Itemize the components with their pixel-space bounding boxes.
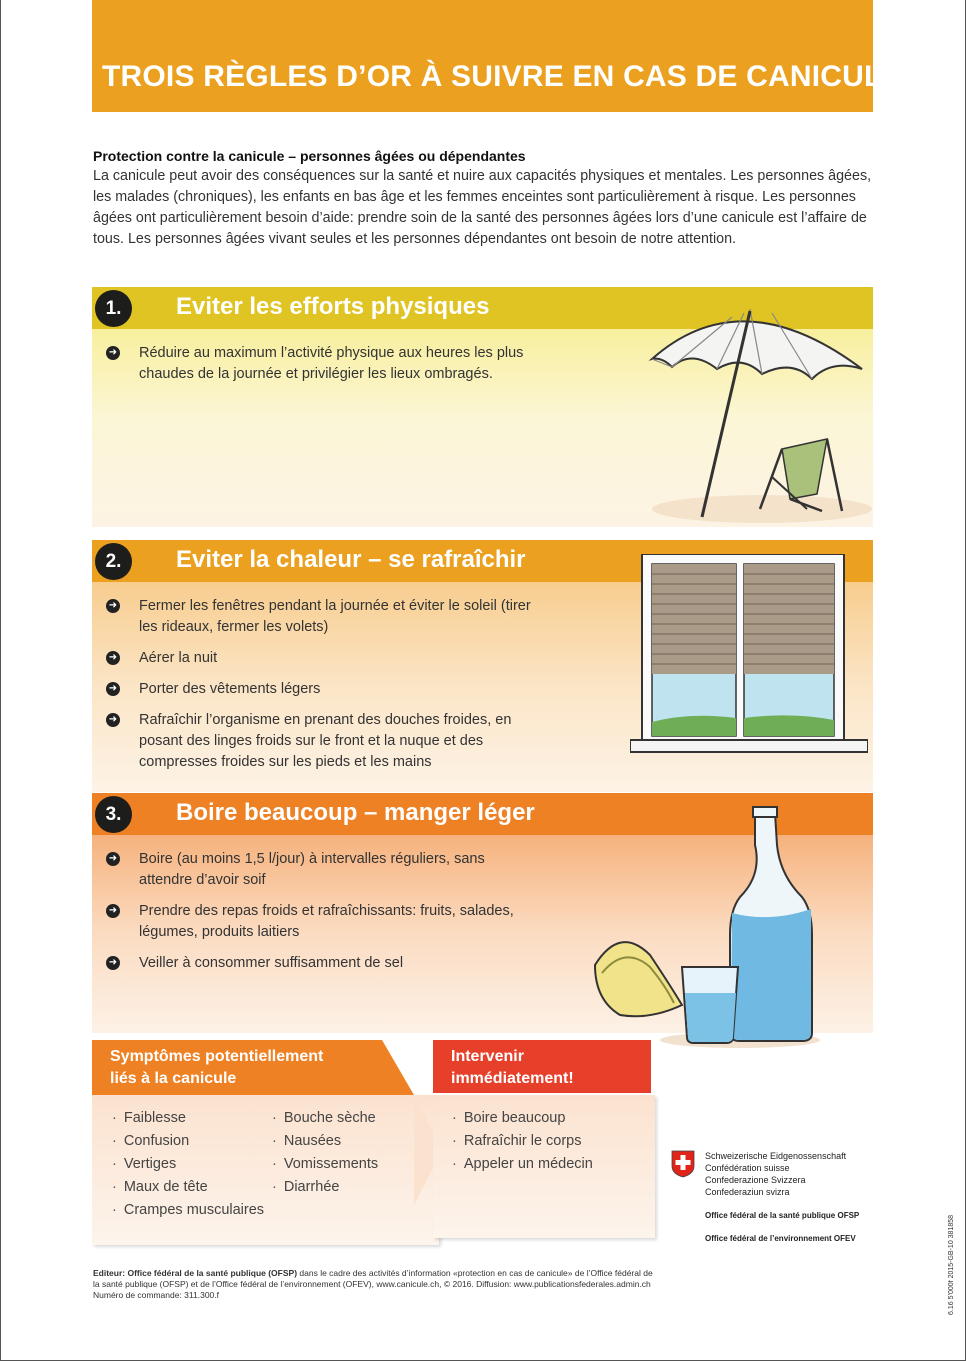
circle-arrow-right-icon: ➜ (106, 346, 120, 360)
list-item: · Appeler un médecin (452, 1156, 593, 1179)
section-2-title: Eviter la chaleur – se rafraîchir (176, 546, 526, 573)
office-ofsp: Office fédéral de la santé publique OFSP (705, 1211, 860, 1220)
list-item: · Faiblesse (112, 1110, 264, 1133)
list-item: ➜ Fermer les fenêtres pendant la journée et éviter le soleil (tirer les rideaux, fermer les volets) (106, 596, 536, 638)
symptoms-heading: Symptômes potentiellement liés à la canicule (110, 1048, 324, 1087)
list-item: ➜ Porter des vêtements légers (106, 679, 536, 700)
section-1 (92, 287, 873, 527)
intervene-heading: Intervenir immédiatement! (451, 1048, 574, 1087)
water-bottle-glass-melon-illustration (590, 805, 825, 1050)
circle-arrow-right-icon: ➜ (106, 682, 120, 696)
list-item: ➜ Réduire au maximum l’activité physique aux heures les plus chaudes de la journée et privilégier les lieux ombragés. (106, 343, 536, 385)
list-item: · Confusion (112, 1133, 264, 1156)
print-code: 6.16 5’000f 2015-GB-10 381858 (948, 1214, 955, 1315)
symptoms-list-1 (112, 1110, 264, 1225)
section-3-bullets (106, 849, 536, 984)
swiss-flag-icon (671, 1150, 695, 1178)
section-3-title: Boire beaucoup – manger léger (176, 799, 535, 826)
list-item: ➜ Rafraîchir l’organisme en prenant des douches froides, en posant des linges froids sur le front et la nuque et des compresses froides sur les pieds et les mains (106, 710, 536, 773)
intervene-list (452, 1110, 593, 1179)
parasol-deckchair-illustration (632, 299, 872, 524)
circle-arrow-right-icon: ➜ (106, 852, 120, 866)
office-ofev: Office fédéral de l’environnement OFEV (705, 1234, 856, 1243)
section-2-bullets (106, 596, 536, 783)
list-item: ➜ Boire (au moins 1,5 l/jour) à intervalles réguliers, sans attendre d’avoir soif (106, 849, 536, 891)
intro (93, 146, 883, 250)
section-1-bullets (106, 343, 536, 395)
circle-arrow-right-icon: ➜ (106, 904, 120, 918)
list-item: · Crampes musculaires (112, 1202, 264, 1225)
section-3-number: 3. (95, 796, 132, 833)
footer-order-number: Numéro de commande: 311.300.f (93, 1290, 219, 1300)
list-item: ➜ Prendre des repas froids et rafraîchissants: fruits, salades, légumes, produits laitiers (106, 901, 536, 943)
list-item: · Rafraîchir le corps (452, 1133, 593, 1156)
list-item: · Nausées (272, 1133, 378, 1156)
list-item: ➜ Aérer la nuit (106, 648, 536, 669)
symptoms-list-2 (272, 1110, 378, 1202)
section-2-number: 2. (95, 543, 132, 580)
list-item: · Vertiges (112, 1156, 264, 1179)
government-name: Schweizerische Eidgenossenschaft Confédération suisse Confederazione Svizzera Confederaziun svizra (705, 1151, 847, 1197)
footer (93, 1268, 653, 1301)
section-1-number: 1. (95, 290, 132, 327)
list-item: · Bouche sèche (272, 1110, 378, 1133)
circle-arrow-right-icon: ➜ (106, 651, 120, 665)
page-title: TROIS RÈGLES D’OR À SUIVRE EN CAS DE CANICULE (102, 60, 903, 93)
list-item: · Maux de tête (112, 1179, 264, 1202)
list-item: · Diarrhée (272, 1179, 378, 1202)
list-item: · Boire beaucoup (452, 1110, 593, 1133)
circle-arrow-right-icon: ➜ (106, 956, 120, 970)
list-item: ➜ Veiller à consommer suffisamment de sel (106, 953, 536, 974)
circle-arrow-right-icon: ➜ (106, 713, 120, 727)
window-blinds-illustration (630, 554, 868, 754)
section-2 (92, 540, 873, 790)
circle-arrow-right-icon: ➜ (106, 599, 120, 613)
section-1-title: Eviter les efforts physiques (176, 293, 490, 320)
title-banner (92, 0, 903, 112)
footer-editor: Editeur: Office fédéral de la santé publique (OFSP) dans le cadre des activités d’information «protection en cas de canicule» de l’Office fédéral de la santé publique (OFSP) et de l’Office fédéral de l’environnement (OFEV), www.canicule.ch, © 2016. Diffusion: www.publicationsfederales.admin.ch (93, 1268, 653, 1289)
intro-text: La canicule peut avoir des conséquences sur la santé et nuire aux capacités physiques et mentales. Les personnes âgées, les malades (chroniques), les enfants en bas âge et les femmes enceintes sont particulièrement à risque. Les personnes âgées ont particulièrement besoin d’aide: prendre soin de la santé des personnes âgées lors d’une canicule est l’affaire de tous. Les personnes âgées vivant seules et les personnes dépendantes ont besoin de notre attention. (93, 168, 872, 247)
list-item: · Vomissements (272, 1156, 378, 1179)
intro-title: Protection contre la canicule – personnes âgées ou dépendantes (93, 148, 526, 164)
